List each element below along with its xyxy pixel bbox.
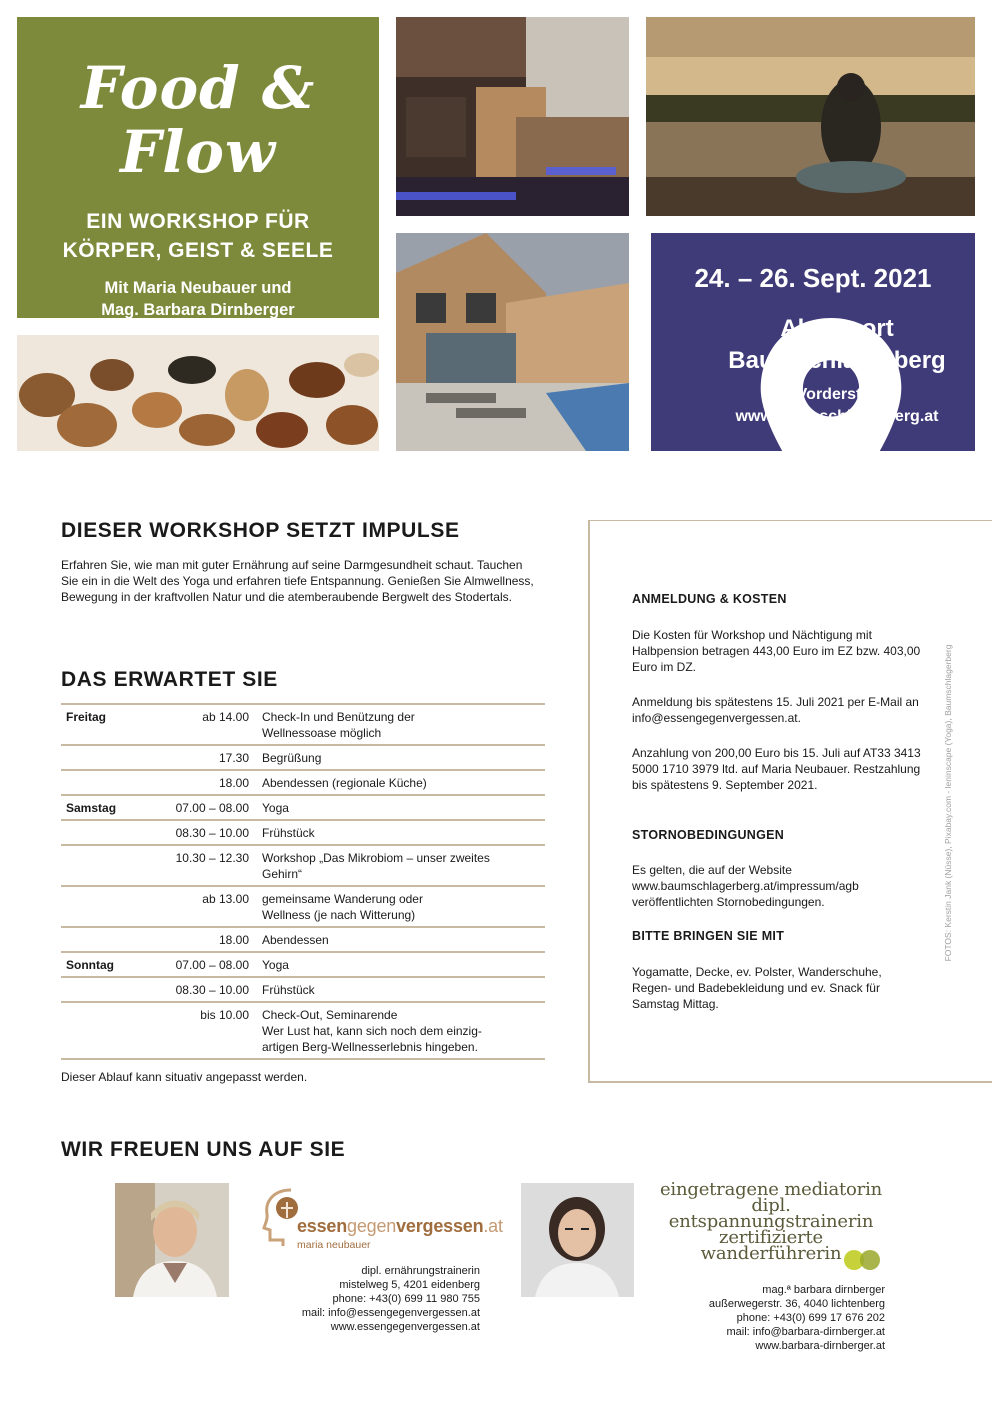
table-row xyxy=(61,928,545,953)
schedule-day xyxy=(61,750,143,766)
schedule-activity: Check-In und Benützung der Wellnessoase möglich xyxy=(262,710,415,740)
maria-website-link[interactable]: www.essengegenvergessen.at xyxy=(330,1321,480,1333)
barbara-contact: mag.ª barbara dirnberger außerwegerstr. 36, 4040 lichtenberg phone: +43(0) 699 17 676 202 mail: info@barbara-dirnberger.at www.barbara-dirnberger.at xyxy=(708,1284,885,1352)
table-row xyxy=(61,1003,545,1060)
impulse-text: Erfahren Sie, wie man mit guter Ernährung auf seine Darmgesundheit schaut. Tauchen Sie ein in die Welt des Yoga und erfahren tiefe Entspannung. Genießen Sie Almwellness, Bewegung in der kraftvollen Natur und die atemberaubende Bergwelt des Stodertals. xyxy=(61,558,534,604)
schedule-day xyxy=(61,1007,143,1055)
chalet-pool-photo xyxy=(396,233,629,451)
table-row xyxy=(61,705,545,746)
schedule-activity: Check-Out, Seminarende Wer Lust hat, kann sich noch dem einzig- artigen Berg-Wellnesserlebnis hingeben. xyxy=(262,1008,482,1054)
schedule-activity: Abendessen (regionale Küche) xyxy=(262,776,427,790)
schedule-day xyxy=(61,891,143,923)
schedule-time: 07.00 – 08.00 xyxy=(175,801,249,815)
table-row xyxy=(61,746,545,771)
maria-email-link[interactable]: mail: info@essengegenvergessen.at xyxy=(301,1307,480,1319)
schedule-day xyxy=(61,932,143,948)
barbara-titles: eingetragene mediatorin dipl. entspannungstrainerin zertifizierte wanderführerin xyxy=(659,1179,883,1264)
lake-yoga-photo xyxy=(646,17,975,216)
table-row xyxy=(61,771,545,796)
schedule-day xyxy=(61,775,143,791)
registration-heading: ANMELDUNG & KOSTEN xyxy=(632,592,787,606)
schedule-activity: Yoga xyxy=(262,801,289,815)
registration-text: Anmeldung bis spätestens 15. Juli 2021 per E-Mail an info@essengegenvergessen.at. xyxy=(632,695,919,725)
maria-contact: dipl. ernährungstrainerin mistelweg 5, 4201 eidenberg phone: +43(0) 699 11 980 755 mail: info@essengegenvergessen.at www.essengegenvergessen.at xyxy=(301,1265,480,1333)
schedule-day xyxy=(61,825,143,841)
schedule-time: ab 14.00 xyxy=(202,710,249,724)
title-panel xyxy=(17,17,379,318)
cancellation-heading: STORNOBEDINGUNGEN xyxy=(632,828,785,842)
event-date: 24. – 26. Sept. 2021 xyxy=(694,263,932,293)
schedule-time: 17.30 xyxy=(218,751,249,765)
schedule-note: Dieser Ablauf kann situativ angepasst werden. xyxy=(61,1070,308,1084)
schedule-time: 08.30 – 10.00 xyxy=(175,826,249,840)
schedule-day xyxy=(61,982,143,998)
venue-website-link[interactable]: www.baumschlagerberg.at xyxy=(735,408,939,425)
barbara-website-link[interactable]: www.barbara-dirnberger.at xyxy=(755,1340,885,1352)
food-and-flow-logo: Food & Flow xyxy=(80,54,316,186)
schedule-time: 18.00 xyxy=(218,776,249,790)
schedule-time: ab 13.00 xyxy=(202,892,249,906)
brand-subtitle: maria neubauer xyxy=(297,1239,371,1251)
schedule-table xyxy=(61,703,545,1060)
event-panel xyxy=(651,233,975,451)
table-row xyxy=(61,953,545,978)
table-row xyxy=(61,887,545,928)
schedule-activity: Begrüßung xyxy=(262,751,322,765)
speech-bubbles-icon xyxy=(843,1248,883,1272)
costs-text: Die Kosten für Workshop und Nächtigung mit Halbpension betragen 443,00 Euro im EZ bzw. 403,00 Euro im DZ. xyxy=(632,628,921,674)
schedule-activity: gemeinsame Wanderung oder Wellness (je nach Witterung) xyxy=(262,892,423,922)
photo-credits: FOTOS: Kerstin Jank (Nüsse), Pixabay.com - leninscape (Yoga), Baumschlagerberg xyxy=(943,644,953,962)
venue-name: Almresort Baumschlagerberg xyxy=(728,315,946,374)
schedule-day: Samstag xyxy=(66,801,117,815)
schedule-day: Freitag xyxy=(66,710,107,724)
schedule-time: 07.00 – 08.00 xyxy=(175,958,249,972)
bar-interior-photo xyxy=(396,17,629,216)
schedule-activity: Frühstück xyxy=(262,826,315,840)
impulse-heading: DIESER WORKSHOP SETZT IMPULSE xyxy=(61,519,460,542)
schedule-time: 18.00 xyxy=(218,933,249,947)
schedule-time: bis 10.00 xyxy=(200,1008,249,1022)
schedule-day xyxy=(61,850,143,882)
venue-location: in Vorderstoder www.baumschlagerberg.at xyxy=(709,384,965,428)
table-row xyxy=(61,796,545,821)
schedule-activity: Abendessen xyxy=(262,933,329,947)
nuts-photo xyxy=(17,335,379,451)
barbara-portrait xyxy=(521,1183,634,1297)
schedule-activity: Workshop „Das Mikrobiom – unser zweites Gehirn“ xyxy=(262,851,490,881)
schedule-time: 10.30 – 12.30 xyxy=(175,851,249,865)
cancellation-text: Es gelten, die auf der Website www.baumschlagerberg.at/impressum/agb veröffentlichten Stornobedingungen. xyxy=(632,863,859,909)
table-row xyxy=(61,846,545,887)
table-row xyxy=(61,978,545,1003)
schedule-day: Sonntag xyxy=(66,958,114,972)
deposit-text: Anzahlung von 200,00 Euro bis 15. Juli auf AT33 3413 5000 1710 3979 ltd. auf Maria Neubauer. Restzahlung bis spätestens 9. September 2021. xyxy=(632,746,921,792)
schedule-time: 08.30 – 10.00 xyxy=(175,983,249,997)
maria-portrait xyxy=(115,1183,229,1297)
essen-gegen-vergessen-logo: essengegenvergessen.at xyxy=(297,1216,503,1236)
bring-heading: BITTE BRINGEN SIE MIT xyxy=(632,929,785,943)
subtitle: EIN WORKSHOP FÜR KÖRPER, GEIST & SEELE xyxy=(62,209,334,262)
schedule-activity: Frühstück xyxy=(262,983,315,997)
footer-heading: WIR FREUEN UNS AUF SIE xyxy=(61,1138,346,1161)
authors: Mit Maria Neubauer und Mag. Barbara Dirnberger xyxy=(101,278,295,318)
schedule-heading: DAS ERWARTET SIE xyxy=(61,668,278,691)
schedule-activity: Yoga xyxy=(262,958,289,972)
table-row xyxy=(61,821,545,846)
bring-text: Yogamatte, Decke, ev. Polster, Wanderschuhe, Regen- und Badebekleidung und ev. Snack für Samstag Mittag. xyxy=(632,965,882,1011)
barbara-email-link[interactable]: mail: info@barbara-dirnberger.at xyxy=(726,1326,885,1338)
